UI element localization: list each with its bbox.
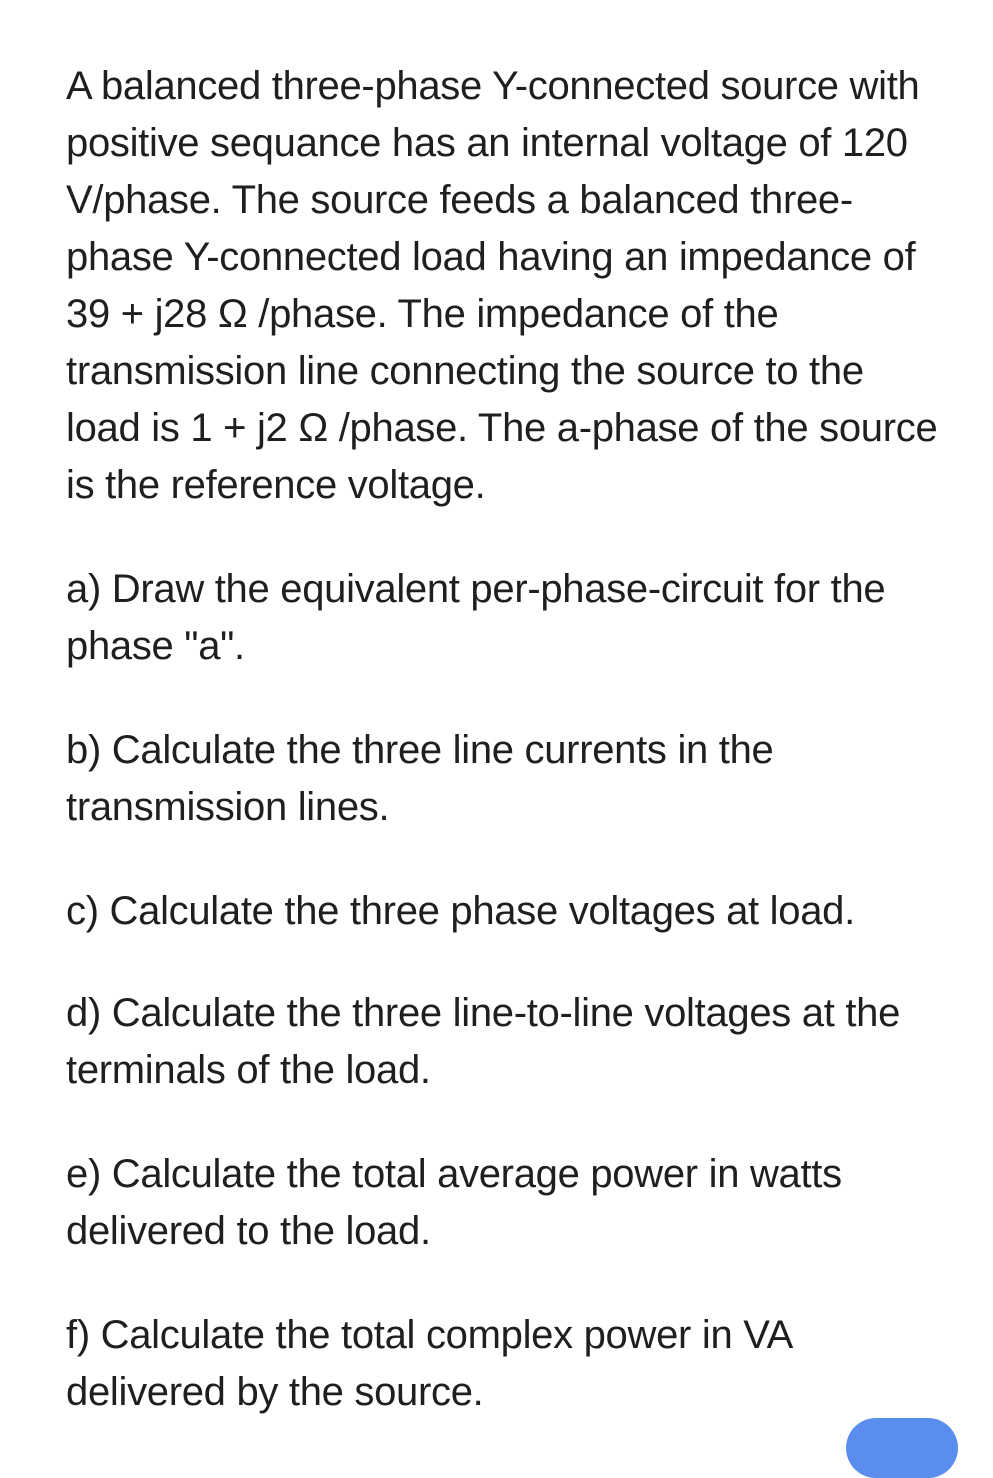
question-c: c) Calculate the three phase voltages at load. bbox=[66, 889, 855, 933]
question-e: e) Calculate the total average power in watts delivered to the load. bbox=[66, 1152, 842, 1253]
problem-text bbox=[66, 58, 946, 1421]
question-b: b) Calculate the three line currents in the transmission lines. bbox=[66, 728, 774, 829]
question-f: f) Calculate the total complex power in VA delivered by the source. bbox=[66, 1313, 791, 1414]
question-a: a) Draw the equivalent per-phase-circuit for the phase "a". bbox=[66, 567, 886, 668]
problem-intro: A balanced three-phase Y-connected source with positive sequance has an internal voltage of 120 V/phase. The source feeds a balanced three-phase Y-connected load having an impedance of 39 + j28 Ω /phase. The impedance of the transmission line connecting the source to the load is 1 + j2 Ω /phase. The a-phase of the source is the reference voltage. bbox=[66, 64, 938, 507]
question-d: d) Calculate the three line-to-line voltages at the terminals of the load. bbox=[66, 991, 901, 1092]
floating-action-button[interactable] bbox=[846, 1418, 958, 1478]
